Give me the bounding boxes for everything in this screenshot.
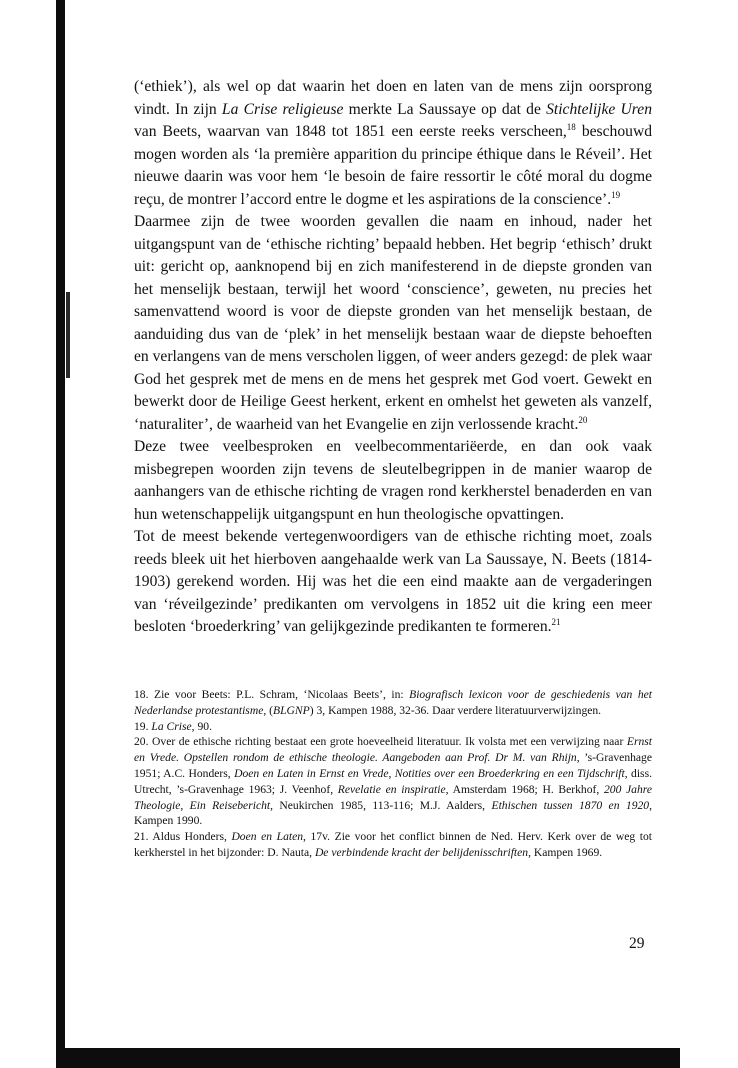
footnote-ref: 18 xyxy=(566,121,576,132)
footnote-ref: 20 xyxy=(578,414,588,425)
scan-border-bottom xyxy=(56,1048,680,1068)
text-run: Deze twee veelbesproken en veelbecommentariëerde, en dan ook vaak misbegrepen woorden zijn tevens de sleutelbegrippen in de manier waarop de aanhangers van de ethische richting de vragen rond kerkherstel benaderden en van hun wetenschappelijk uitgangspunt en hun theologische opvattingen. xyxy=(134,438,652,523)
italic-text: La Crise religieuse xyxy=(221,100,344,118)
italic-text: Ethischen tussen 1870 en 1920 xyxy=(491,798,650,812)
text-run: 19. xyxy=(134,719,152,733)
footnote xyxy=(134,829,652,861)
text-run: , 90. xyxy=(191,719,212,733)
text-run: van Beets, waarvan van 1848 tot 1851 een eerste reeks verscheen, xyxy=(134,123,567,140)
paragraph xyxy=(134,436,652,526)
text-run: 20. Over de ethische richting bestaat een grote hoeveelheid literatuur. Ik volsta met een verwijzing naar xyxy=(134,735,627,749)
text-run: 21. Aldus Honders, xyxy=(134,830,232,844)
paragraph xyxy=(134,526,652,639)
text-run: , 17v. Zie voor het conflict binnen de Ned. Herv. Kerk over de weg tot kerkherstel in het bijzonder: D. Nauta, xyxy=(134,830,652,859)
body-text xyxy=(134,76,652,639)
footnote-ref: 21 xyxy=(551,616,561,627)
italic-text: Doen en Laten in Ernst en Vrede, Notities over een Broederkring en een Tijdschrift xyxy=(234,766,625,780)
italic-text: BLGNP xyxy=(273,703,310,717)
footnotes xyxy=(134,687,652,861)
text-run: , ( xyxy=(263,703,274,717)
text-run: 18. Zie voor Beets: P.L. Schram, ‘Nicolaas Beets’, in: xyxy=(134,688,410,701)
scan-border-left xyxy=(56,0,65,1068)
page-number: 29 xyxy=(629,935,645,952)
text-run: merkte La Saussaye op dat de xyxy=(343,100,547,118)
italic-text: 200 Jahre Theologie, Ein Reisebericht xyxy=(134,782,653,812)
text-run: Tot de meest bekende vertegenwoordigers van de ethische richting moet, zoals reeds bleek uit het hierboven aangehaalde werk van La Saussaye, N. Beets (1814-1903) gerekend worden. Hij was het die een eind maakte aan de vergaderingen van ‘réveilgezinde’ predikanten om vervolgens in 1852 uit die kring een meer besloten ‘broederkring’ van gelijkgezinde predikanten te formeren. xyxy=(134,528,652,635)
text-run: Daarmee zijn de twee woorden gevallen die naam en inhoud, nader het uitgangspunt van de ‘ethische richting’ bepaald hebben. Het begrip ‘ethisch’ drukt uit: gericht op, aanknopend bij en zich manifesterend in de diepste gronden van het menselijk bestaan, terwijl het woord ‘conscience’, geweten, nu precies het samenvattend woord is voor de diepste gronden van het menselijk bestaan, de aanduiding dus van de ‘plek’ in het menselijk bestaan waar de diepste behoeften en verlangens van de mens verscholen liggen, of weer anders gezegd: de plek waar God het gesprek met de mens en de mens het gesprek met God voert. Gewekt en bewerkt door de Heilige Geest herkent, erkent en omhelst het geweten als vanzelf, ‘naturaliter’, de waarheid van het Evangelie en zijn verlossende kracht. xyxy=(134,213,652,433)
text-run: , Amsterdam 1968; H. Berkhof, xyxy=(445,782,604,796)
text-run: , Kampen 1990. xyxy=(134,798,652,828)
footnote xyxy=(134,719,652,735)
italic-text: De verbindende kracht der belijdenisschriften xyxy=(314,845,529,859)
text-run: beschouwd mogen worden als ‘la première apparition du principe éthique dans le Réveil’. Het nieuwe daarin was voor hem ‘le besoin de faire ressortir le côté moral du dogme reçu, de montrer l’accord entre le dogme et les aspirations de la conscience’. xyxy=(134,123,652,208)
text-run: ) 3, Kampen 1988, 32-36. Daar verdere literatuurverwijzingen. xyxy=(309,703,602,717)
italic-text: Stichtelijke Uren xyxy=(546,100,652,118)
text-run: , ’s-Gravenhage 1951; A.C. Honders, xyxy=(134,751,652,780)
italic-text: Ernst en Vrede. Opstellen rondom de ethische theologie. Aangeboden aan Prof. Dr M. van Rhijn xyxy=(134,735,652,765)
footnote xyxy=(134,734,652,829)
footnote xyxy=(134,687,652,719)
text-run: (‘ethiek’), als wel op dat waarin het doen en laten van de mens zijn oorsprong vindt. In zijn xyxy=(134,78,652,118)
italic-text: Revelatie en inspiratie xyxy=(337,782,446,796)
italic-text: La Crise xyxy=(151,719,192,733)
text-run: , Neukirchen 1985, 113-116; M.J. Aalders, xyxy=(270,798,492,812)
text-run: , diss. Utrecht, ’s-Gravenhage 1963; J. Veenhof, xyxy=(134,766,652,796)
paragraph xyxy=(134,76,652,211)
italic-text: Biografisch lexicon voor de geschiedenis van het Nederlandse protestantisme xyxy=(134,688,652,717)
footnote-ref: 19 xyxy=(611,189,621,200)
text-run: , Kampen 1969. xyxy=(528,845,603,859)
italic-text: Doen en Laten xyxy=(231,830,304,844)
scan-artifact xyxy=(66,292,70,378)
paragraph xyxy=(134,211,652,436)
